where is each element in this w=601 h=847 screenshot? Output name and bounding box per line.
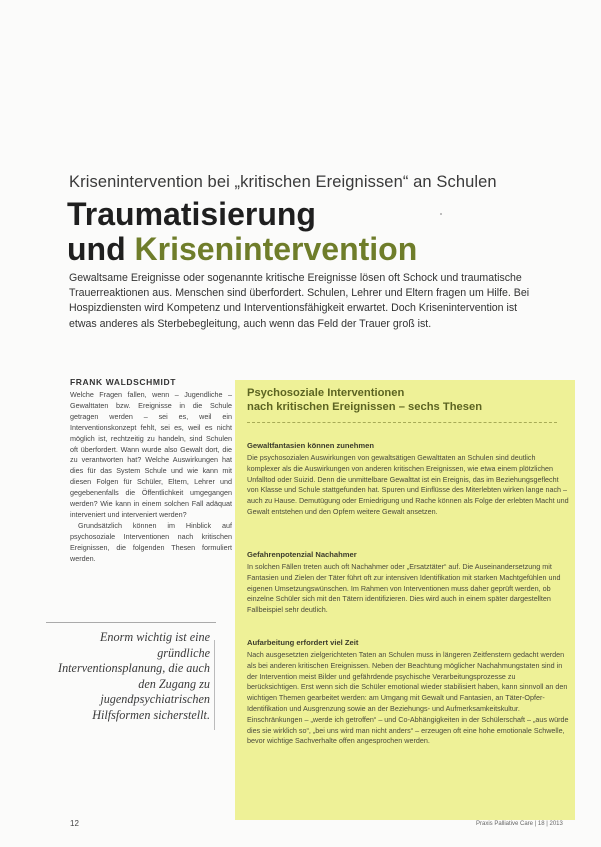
article-lead: Gewaltsame Ereignisse oder sogenannte kritische Ereignisse lösen oft Schock und traumatische Trauerreaktionen aus. Menschen sind überfordert. Schulen, Lehrer und Eltern fragen um Hilfe. Bei Hospizdiensten wird Kompetenz und Interventionsfähigkeit erwartet. Doch Krisenintervention ist etwas anderes als Sterbebegleitung, auch wenn das Feld der Trauer groß ist. xyxy=(69,272,530,330)
article-title xyxy=(67,197,417,267)
journal-footer: Praxis Palliative Care | 18 | 2013 xyxy=(476,821,563,827)
speck-mark xyxy=(440,213,442,215)
thesis-heading-3: Aufarbeitung erfordert viel Zeit xyxy=(247,638,359,647)
sidebar-title xyxy=(247,387,482,414)
article-author: FRANK WALDSCHMIDT xyxy=(70,377,177,387)
pullquote: Enorm wichtig ist eine gründliche Interventionsplanung, die auch den Zugang zu jugendpsychiatrischen Hilfsformen sicherstellt. xyxy=(58,630,210,722)
thesis-text-1: Die psychosozialen Auswirkungen von gewaltsätigen Gewalttaten an Schulen sind deutlich komplexer als die Auswirkungen von anderen kritischen Ereignissen, wie etwa einem plötzlichen Unfalltod oder Suizid. Denn die unmittelbare Gewalttat ist ein Ereignis, das im Beziehungsgeflecht von Klasse und Schule stattgefunden hat. Spuren und Einflüsse des Miterlebten wirken lange nach – auch zu Hause. Demutügung oder Erniedrigung und Rache können als Folge der erlebten Macht und Gewalt entstehen und den Opfern weitere Gewalt ansetzen. xyxy=(247,453,569,516)
title-line-2-accent: Krisenintervention xyxy=(134,231,418,267)
page-number: 12 xyxy=(70,819,79,828)
pullquote-side-rule xyxy=(214,640,215,730)
title-line-2 xyxy=(67,232,417,267)
body-paragraph-1: Welche Fragen fallen, wenn – Jugendliche – Gewalttaten bzw. Ereignisse in die Schule getragen werden – sei es, weil ein Interventionskonzept fehlt, sei es, weil es nicht möglich ist, rechtzeitig zu handeln, sind Schulen oft überfordert. Wann wurde also Gewalt dort, die zu verantworten hat? Welche Auswirkungen hat dies für das System Schule und wie kann mit diesen Folgen für Schüler, Eltern, Lehrer und gegebenenfalls die Öffentlichkeit umgegangen werden? Wie kann in einem solchen Fall adäquat interveniert und interveniert werden? xyxy=(70,390,232,519)
title-line-1: Traumatisierung xyxy=(67,196,316,232)
thesis-text-2: In solchen Fällen treten auch oft Nachahmer oder „Ersatztäter“ auf. Die Auseinandersetzung mit Fantasien und Zielen der Täter führt oft zur intensiven Identifikation mit starken Machtgefühlen und eigenen Umsetzungswünschen. Im Rahmen von Interventionen muss daher geprüft werden, ob einzelne Schüler sich mit den Tätern identifizieren. Dies wird auch in einem später dargestellten Fallbeispiel sehr deutlich. xyxy=(247,562,561,615)
thesis-heading-2: Gefahrenpotenzial Nachahmer xyxy=(247,550,357,559)
article-kicker: Krisenintervention bei „kritischen Ereignissen“ an Schulen xyxy=(69,173,497,191)
sidebar-dashed-divider xyxy=(247,422,557,423)
title-line-2-prefix: und xyxy=(67,231,135,267)
sidebar-title-line-1: Psychosoziale Interventionen xyxy=(247,387,405,399)
sidebar-title-line-2: nach kritischen Ereignissen – sechs Thesen xyxy=(247,400,483,413)
article-body-column xyxy=(70,390,232,565)
thesis-text-3: Nach ausgesetzten zielgerichteten Taten an Schulen muss in längeren Zeitfenstern gedacht werden als bei anderen kritischen Ereignissen. Neben der Beachtung möglicher Nachahmungstaten sind in der Intervention meist Bilder und gefährdende psychische Verarbeitungsprozesse zu berücksichtigen. Erst wenn sich die Schüler emotional wieder stabilisiert haben, kann sinnvoll an den wichtigen Themen gearbeitet werden: am Umgang mit Gewalt und Fantasien, an Täter-Opfer-Identifikation und Ausgrenzung sowie an der Beziehungs- und Aufmerksamkeitskultur. Einschränkungen – „werde ich getroffen“ – und Co-Abhängigkeiten in der Schülerschaft – „aus würde dies sie wirklich so“, „bei uns wird man nicht anders“ – erzeugen oft eine hohe emotionale Schwelle, bevor wichtige Sachverhalte offen angesprochen werden. xyxy=(247,650,569,746)
thesis-heading-1: Gewaltfantasien können zunehmen xyxy=(247,441,375,450)
body-paragraph-2: Grundsätzlich können im Hinblick auf psychosoziale Interventionen nach kritischen Ereignissen, die folgenden Thesen formuliert werden. xyxy=(70,520,232,563)
pullquote-top-rule xyxy=(46,622,216,623)
